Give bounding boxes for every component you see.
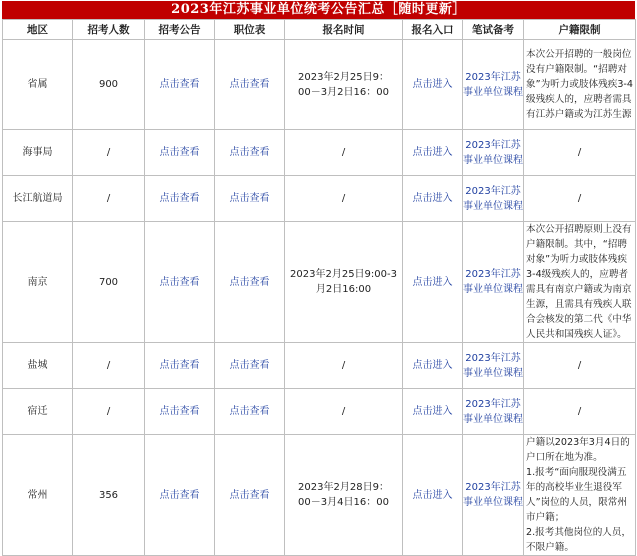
count-cell: / xyxy=(73,389,145,435)
time-cell: 2023年2月28日9：00－3月4日16：00 xyxy=(285,435,403,556)
region-cell: 长江航道局 xyxy=(3,176,73,222)
exam-link[interactable]: 2023年江苏事业单位课程 xyxy=(463,343,524,389)
entry-link[interactable]: 点击进入 xyxy=(403,40,463,130)
count-cell: / xyxy=(73,130,145,176)
notice-link[interactable]: 点击查看 xyxy=(145,389,215,435)
region-cell: 宿迁 xyxy=(3,389,73,435)
positions-link[interactable]: 点击查看 xyxy=(215,389,285,435)
region-cell: 省属 xyxy=(3,40,73,130)
header-region: 地区 xyxy=(3,20,73,40)
exam-link[interactable]: 2023年江苏事业单位课程 xyxy=(463,130,524,176)
table-row xyxy=(3,389,636,435)
header-notice: 招考公告 xyxy=(145,20,215,40)
note-cell: / xyxy=(524,389,636,435)
header-time: 报名时间 xyxy=(285,20,403,40)
table-row xyxy=(3,435,636,556)
region-cell: 海事局 xyxy=(3,130,73,176)
notice-link[interactable]: 点击查看 xyxy=(145,435,215,556)
entry-link[interactable]: 点击进入 xyxy=(403,343,463,389)
page-title: 2023年江苏事业单位统考公告汇总［随时更新］ xyxy=(2,1,635,19)
count-cell: 900 xyxy=(73,40,145,130)
positions-link[interactable]: 点击查看 xyxy=(215,40,285,130)
exam-link[interactable]: 2023年江苏事业单位课程 xyxy=(463,222,524,343)
table-row xyxy=(3,176,636,222)
time-cell: 2023年2月25日9：00－3月2日16：00 xyxy=(285,40,403,130)
notice-link[interactable]: 点击查看 xyxy=(145,130,215,176)
count-cell: 356 xyxy=(73,435,145,556)
header-row xyxy=(3,20,636,40)
region-cell: 南京 xyxy=(3,222,73,343)
count-cell: 700 xyxy=(73,222,145,343)
announcement-table xyxy=(2,19,636,556)
exam-link[interactable]: 2023年江苏事业单位课程 xyxy=(463,176,524,222)
note-text: 本次公开招聘原则上没有户籍限制。其中，“招聘对象”为听力或肢体残疾3-4级残疾人的，应聘者需具有南京户籍或为南京生源，且需具有残疾人联合会核发的第二代《中华人民共和国残疾人证》。 xyxy=(526,224,632,340)
time-cell: / xyxy=(285,176,403,222)
note-cell: / xyxy=(524,343,636,389)
table-row xyxy=(3,40,636,130)
count-cell: / xyxy=(73,176,145,222)
time-cell: / xyxy=(285,130,403,176)
time-cell: 2023年2月25日9:00-3月2日16:00 xyxy=(285,222,403,343)
note-cell xyxy=(524,222,636,343)
positions-link[interactable]: 点击查看 xyxy=(215,222,285,343)
region-cell: 盐城 xyxy=(3,343,73,389)
region-cell: 常州 xyxy=(3,435,73,556)
note-cell: / xyxy=(524,176,636,222)
count-cell: / xyxy=(73,343,145,389)
entry-link[interactable]: 点击进入 xyxy=(403,435,463,556)
notice-link[interactable]: 点击查看 xyxy=(145,222,215,343)
note-text: 1.报考“面向服现役满五年的高校毕业生退役军人”岗位的人员，限常州市户籍； xyxy=(526,467,627,523)
header-positions: 职位表 xyxy=(215,20,285,40)
note-text: 本次公开招聘的一般岗位没有户籍限制。“招聘对象”为听力或肢体残疾3-4级残疾人的，应聘者需具有江苏户籍或为江苏生源 xyxy=(526,49,633,120)
table-row xyxy=(3,130,636,176)
header-count: 招考人数 xyxy=(73,20,145,40)
note-text: 2.报考其他岗位的人员，不限户籍。 xyxy=(526,527,632,553)
time-cell: / xyxy=(285,343,403,389)
note-cell: / xyxy=(524,130,636,176)
header-exam: 笔试备考 xyxy=(463,20,524,40)
entry-link[interactable]: 点击进入 xyxy=(403,176,463,222)
header-note: 户籍限制 xyxy=(524,20,636,40)
exam-link[interactable]: 2023年江苏事业单位课程 xyxy=(463,40,524,130)
table-row xyxy=(3,222,636,343)
positions-link[interactable]: 点击查看 xyxy=(215,130,285,176)
note-cell xyxy=(524,435,636,556)
notice-link[interactable]: 点击查看 xyxy=(145,40,215,130)
positions-link[interactable]: 点击查看 xyxy=(215,435,285,556)
exam-link[interactable]: 2023年江苏事业单位课程 xyxy=(463,435,524,556)
notice-link[interactable]: 点击查看 xyxy=(145,176,215,222)
positions-link[interactable]: 点击查看 xyxy=(215,176,285,222)
entry-link[interactable]: 点击进入 xyxy=(403,222,463,343)
note-cell xyxy=(524,40,636,130)
positions-link[interactable]: 点击查看 xyxy=(215,343,285,389)
entry-link[interactable]: 点击进入 xyxy=(403,130,463,176)
table-row xyxy=(3,343,636,389)
header-entry: 报名入口 xyxy=(403,20,463,40)
time-cell: / xyxy=(285,389,403,435)
entry-link[interactable]: 点击进入 xyxy=(403,389,463,435)
exam-link[interactable]: 2023年江苏事业单位课程 xyxy=(463,389,524,435)
notice-link[interactable]: 点击查看 xyxy=(145,343,215,389)
note-text: 户籍以2023年3月4日的户口所在地为准。 xyxy=(526,437,630,463)
